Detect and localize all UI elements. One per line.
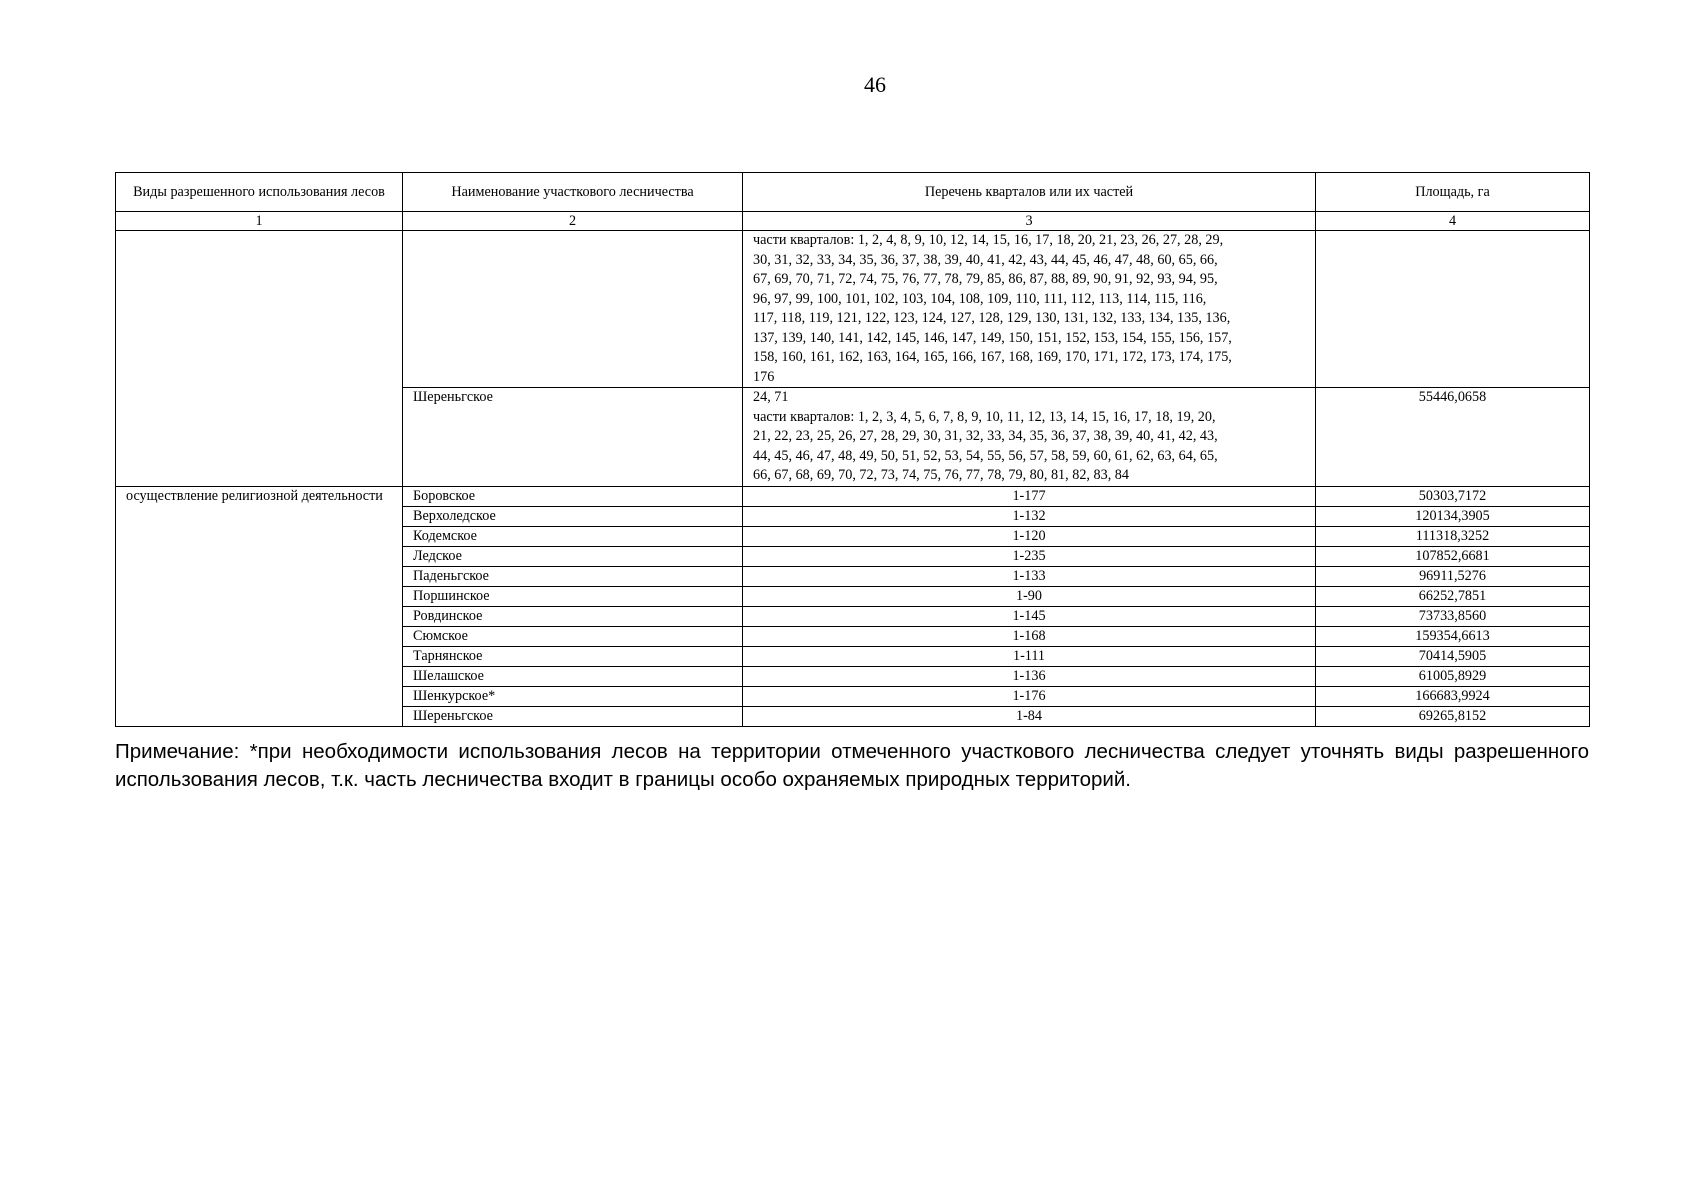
quarters-cell: 1-133	[743, 566, 1316, 586]
quarters-cell: 1-120	[743, 526, 1316, 546]
quarters-cell: части кварталов: 1, 2, 4, 8, 9, 10, 12, 14, 15, 16, 17, 18, 20, 21, 23, 26, 27, 28, 29, 30, 31, 32, 33, 34, 35, 36, 37, 38, 39, 40, 41, 42, 43, 44, 45, 46, 47, 48, 60, 65, 66, 67, 69, 70, 71, 72, 74, 75, 76, 77, 78, 79, 85, 86, 87, 88, 89, 90, 91, 92, 93, 94, 95, 96, 97, 99, 100, 101, 102, 103, 104, 108, 109, 110, 111, 112, 113, 114, 115, 116, 117, 118, 119, 121, 122, 123, 124, 127, 128, 129, 130, 131, 132, 133, 134, 135, 136, 137, 139, 140, 141, 142, 145, 146, 147, 149, 150, 151, 152, 153, 154, 155, 156, 157, 158, 160, 161, 162, 163, 164, 165, 166, 167, 168, 169, 170, 171, 172, 173, 174, 175, 176	[743, 231, 1316, 388]
area-cell: 55446,0658	[1316, 388, 1590, 487]
use-kind-cell: осуществление религиозной деятельности	[116, 486, 403, 726]
forestry-cell	[403, 231, 743, 388]
quarters-cell: 1-177	[743, 486, 1316, 506]
use-kind-cell	[116, 231, 403, 487]
forestry-cell: Верхоледское	[403, 506, 743, 526]
quarters-cell: 1-84	[743, 706, 1316, 726]
header-use-kind: Виды разрешенного использования лесов	[116, 173, 403, 212]
forestry-cell: Ледское	[403, 546, 743, 566]
forestry-cell: Шереньгское	[403, 706, 743, 726]
column-number: 4	[1316, 212, 1590, 231]
quarters-cell: 1-111	[743, 646, 1316, 666]
forest-use-table	[115, 172, 1590, 727]
area-cell: 96911,5276	[1316, 566, 1590, 586]
forestry-cell: Паденьгское	[403, 566, 743, 586]
quarters-cell: 24, 71 части кварталов: 1, 2, 3, 4, 5, 6, 7, 8, 9, 10, 11, 12, 13, 14, 15, 16, 17, 18, 19, 20, 21, 22, 23, 25, 26, 27, 28, 29, 30, 31, 32, 33, 34, 35, 36, 37, 38, 39, 40, 41, 42, 43, 44, 45, 46, 47, 48, 49, 50, 51, 52, 53, 54, 55, 56, 57, 58, 59, 60, 61, 62, 63, 64, 65, 66, 67, 68, 69, 70, 72, 73, 74, 75, 76, 77, 78, 79, 80, 81, 82, 83, 84	[743, 388, 1316, 487]
forestry-cell: Боровское	[403, 486, 743, 506]
area-cell: 61005,8929	[1316, 666, 1590, 686]
area-cell	[1316, 231, 1590, 388]
forestry-cell: Шереньгское	[403, 388, 743, 487]
forestry-cell: Шелашское	[403, 666, 743, 686]
quarters-cell: 1-132	[743, 506, 1316, 526]
area-cell: 69265,8152	[1316, 706, 1590, 726]
table-header-row	[116, 173, 1590, 212]
forestry-cell: Шенкурское*	[403, 686, 743, 706]
column-number: 2	[403, 212, 743, 231]
quarters-cell: 1-176	[743, 686, 1316, 706]
quarters-cell: 1-136	[743, 666, 1316, 686]
area-cell: 70414,5905	[1316, 646, 1590, 666]
footnote: Примечание: *при необходимости использования лесов на территории отмеченного участкового лесничества следует уточнять виды разрешенного использования лесов, т.к. часть лесничества входит в границы особо охраняемых природных территорий.	[115, 740, 1589, 791]
area-cell: 66252,7851	[1316, 586, 1590, 606]
header-forestry: Наименование участкового лесничества	[403, 173, 743, 212]
forestry-cell: Тарнянское	[403, 646, 743, 666]
area-cell: 111318,3252	[1316, 526, 1590, 546]
forestry-cell: Кодемское	[403, 526, 743, 546]
table-row	[116, 231, 1590, 388]
area-cell: 120134,3905	[1316, 506, 1590, 526]
header-area: Площадь, га	[1316, 173, 1590, 212]
area-cell: 107852,6681	[1316, 546, 1590, 566]
column-number-row	[116, 212, 1590, 231]
table-row	[116, 486, 1590, 506]
forestry-cell: Поршинское	[403, 586, 743, 606]
quarters-cell: 1-168	[743, 626, 1316, 646]
header-quarters: Перечень кварталов или их частей	[743, 173, 1316, 212]
area-cell: 159354,6613	[1316, 626, 1590, 646]
column-number: 1	[116, 212, 403, 231]
page-number: 46	[864, 72, 886, 97]
area-cell: 50303,7172	[1316, 486, 1590, 506]
area-cell: 73733,8560	[1316, 606, 1590, 626]
quarters-cell: 1-90	[743, 586, 1316, 606]
forestry-cell: Ровдинское	[403, 606, 743, 626]
column-number: 3	[743, 212, 1316, 231]
quarters-cell: 1-235	[743, 546, 1316, 566]
quarters-cell: 1-145	[743, 606, 1316, 626]
area-cell: 166683,9924	[1316, 686, 1590, 706]
forestry-cell: Сюмское	[403, 626, 743, 646]
